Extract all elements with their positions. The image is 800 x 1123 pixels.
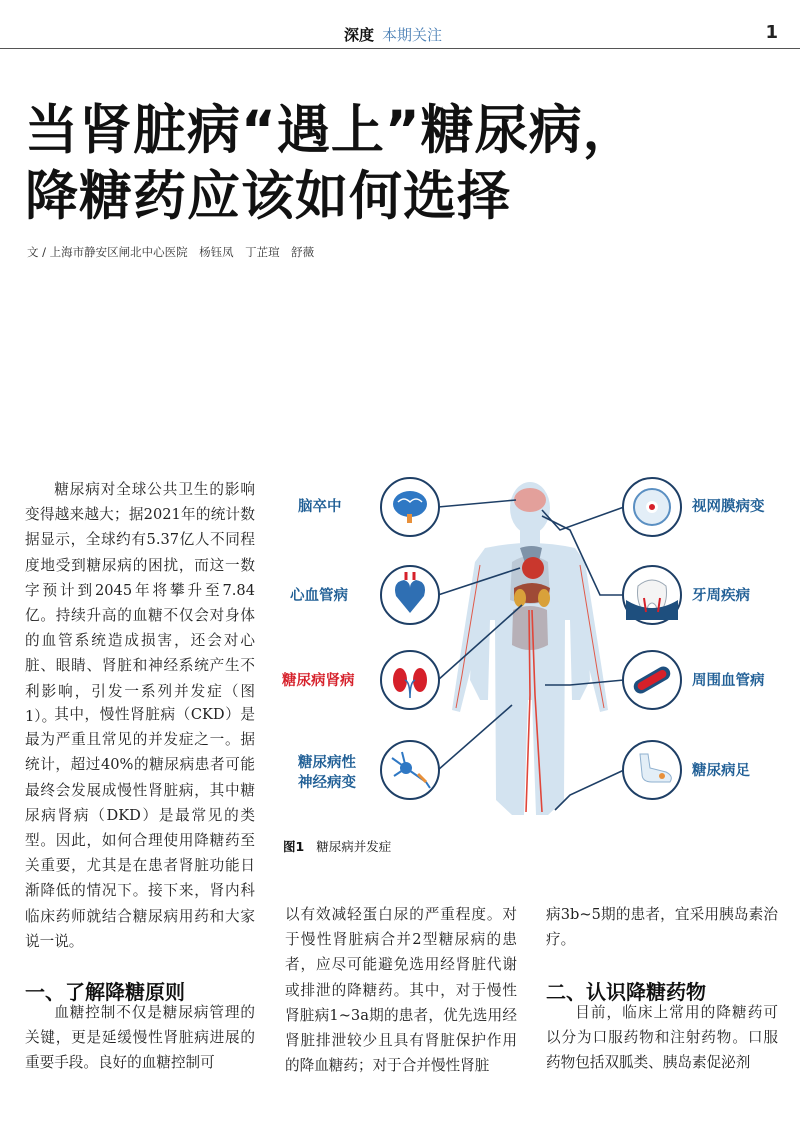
label-neuropathy-line2: 神经病变 bbox=[298, 775, 356, 791]
paragraph-intro: 糖尿病对全球公共卫生的影响变得越来越大；据2021年的统计数据显示，全球约有5.37亿人不同程度地受到糖尿病的困扰，而这一数字预计到2045年将攀升至7.84亿。持续升高的血糖不仅会对身体的血管系统造成损害，还会对心脏、眼睛、肾脏和神经系统产生不利影响，引发一系列并发症（图1）。 bbox=[25, 481, 255, 725]
heading-drugs: 二、认识降糖药物 bbox=[546, 980, 706, 1004]
paragraph-drug-types: 目前，临床上常用的降糖药可以分为口服药物和注射药物。口服药物包括双胍类、胰岛素促泌剂 bbox=[546, 1004, 778, 1072]
paragraph-proteinuria: 以有效减轻蛋白尿的严重程度。对于慢性肾脏病合并2型糖尿病的患者，应尽可能避免选用经肾脏代谢或排泄的降糖药。其中，对于慢性肾脏病1~3a期的患者，优先选用经肾脏排泄较少且具有肾脏保护作用的降血糖药；对于合并慢性肾脏 bbox=[285, 906, 517, 1075]
paragraph-control: 血糖控制不仅是糖尿病管理的关键，更是延缓慢性肾脏病进展的重要手段。良好的血糖控制可 bbox=[25, 1004, 255, 1072]
figure-caption bbox=[283, 837, 391, 855]
label-diabetic-kidney-disease: 糖尿病肾病 bbox=[282, 673, 355, 689]
heading-principles: 一、了解降糖原则 bbox=[25, 980, 185, 1004]
section-header bbox=[344, 24, 442, 45]
eye-icon bbox=[623, 478, 681, 536]
column-name: 本期关注 bbox=[382, 26, 443, 44]
paragraph-insulin: 病3b~5期的患者，宜采用胰岛素治疗。 bbox=[546, 906, 778, 949]
label-cardiovascular: 心血管病 bbox=[290, 588, 348, 604]
label-retinopathy: 视网膜病变 bbox=[692, 499, 765, 515]
title-line-2: 降糖药应该如何选择 bbox=[25, 166, 511, 227]
title-line-1: 当肾脏病“遇上”糖尿病， bbox=[25, 100, 637, 161]
section-name: 深度 bbox=[344, 26, 375, 44]
kidney-icon bbox=[381, 651, 439, 709]
tooth-icon bbox=[623, 566, 681, 624]
header-divider bbox=[0, 48, 800, 49]
blood-vessel-icon bbox=[623, 651, 681, 709]
body-silhouette bbox=[452, 482, 608, 815]
label-neuropathy-line1: 糖尿病性 bbox=[298, 755, 356, 771]
label-diabetic-foot: 糖尿病足 bbox=[692, 763, 750, 779]
label-stroke: 脑卒中 bbox=[298, 499, 342, 515]
byline: 文 / 上海市静安区闸北中心医院 杨钰凤 丁芷瑄 舒薇 bbox=[27, 245, 315, 259]
article-title bbox=[25, 98, 637, 230]
figure-caption-label: 图1 bbox=[283, 839, 305, 854]
foot-icon bbox=[623, 741, 681, 799]
label-peripheral-vascular: 周围血管病 bbox=[692, 673, 765, 689]
complications-figure bbox=[280, 470, 780, 830]
heart-icon bbox=[381, 566, 439, 624]
paragraph-ckd: 其中，慢性肾脏病（CKD）是最为严重且常见的并发症之一。据统计，超过40%的糖尿病患者可能最终会发展成慢性肾脏病，其中糖尿病肾病（DKD）是最常见的类型。因此，如何合理使用降糖药至关重要，尤其是在患者肾脏功能日渐降低的情况下。接下来，肾内科临床药师就结合糖尿病用药和大家说一说。 bbox=[25, 706, 255, 950]
figure-caption-text: 糖尿病并发症 bbox=[316, 839, 392, 854]
neuron-icon bbox=[381, 741, 439, 799]
page-number: 1 bbox=[765, 22, 778, 43]
brain-icon bbox=[381, 478, 439, 536]
label-periodontal: 牙周疾病 bbox=[692, 588, 750, 604]
